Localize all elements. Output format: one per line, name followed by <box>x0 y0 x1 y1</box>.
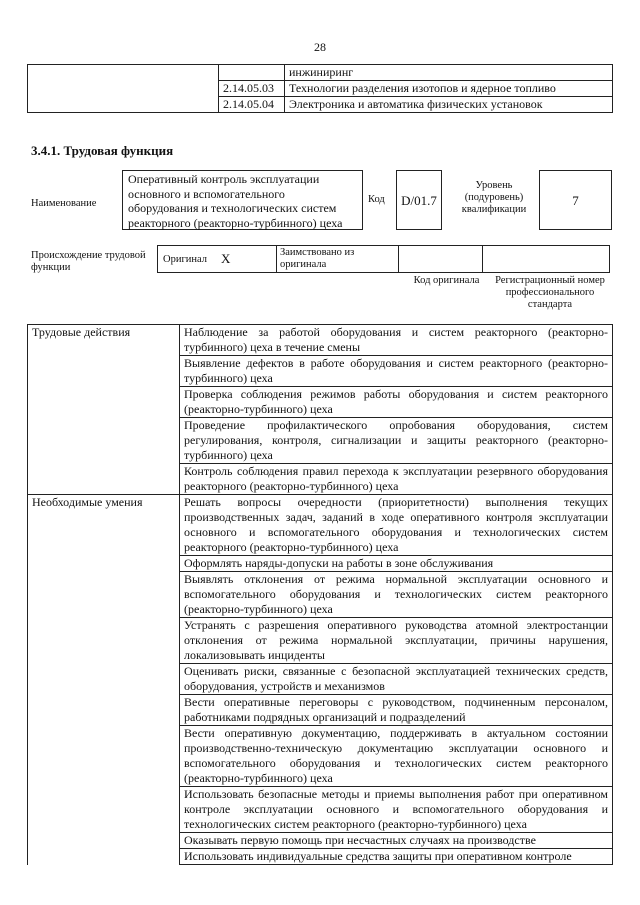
original-code-cell <box>398 245 483 273</box>
code-cell <box>219 65 285 81</box>
list-item: Вести оперативные переговоры с руководством, подчиненным персоналом, работниками подрядных организаций и подразделений <box>180 695 613 726</box>
list-item: Использовать индивидуальные средства защиты при оперативном контроле <box>180 849 613 865</box>
name-cell: Технологии разделения изотопов и ядерное топливо <box>285 81 613 97</box>
code-label: Код <box>368 194 385 205</box>
list-item: Вести оперативную документацию, поддерживать в актуальном состоянии производственно-техническую документацию эксплуатации основного и вспомогательного оборудования и технологических систем реакторного (реакторно-турбинного) цеха <box>180 726 613 787</box>
origin-row <box>158 245 612 273</box>
continuation-table <box>27 64 613 113</box>
function-details-table <box>27 324 613 865</box>
table-row <box>28 356 613 387</box>
list-item: Решать вопросы очередности (приоритетности) выполнения текущих производственных задач, заданий в ходе оперативного контроля эксплуатации основного и вспомогательного оборудования и технологических систем реакторного (реакторно-турбинного) цеха <box>180 495 613 556</box>
function-code: D/01.7 <box>396 170 442 230</box>
original-cell <box>157 245 277 273</box>
name-cell: Электроника и автоматика физических установок <box>285 97 613 113</box>
table-row <box>28 325 613 356</box>
table-row <box>28 464 613 495</box>
table-row <box>28 726 613 787</box>
table-row <box>28 695 613 726</box>
table-row <box>28 572 613 618</box>
list-item: Выявление дефектов в работе оборудования и систем реакторного (реакторно-турбинного) цеха <box>180 356 613 387</box>
table-row <box>28 618 613 664</box>
code-cell: 2.14.05.04 <box>219 97 285 113</box>
table-row <box>28 97 613 113</box>
name-cell: инжиниринг <box>285 65 613 81</box>
list-item: Оказывать первую помощь при несчастных случаях на производстве <box>180 833 613 849</box>
list-item: Оформлять наряды-допуски на работы в зоне обслуживания <box>180 556 613 572</box>
table-row <box>28 387 613 418</box>
table-row <box>28 833 613 849</box>
table-row <box>28 849 613 865</box>
function-name: Оперативный контроль эксплуатации основного и вспомогательного оборудования и технологических систем реакторного (реакторно-турбинного) цеха <box>122 170 363 230</box>
skills-label: Необходимые умения <box>28 495 180 556</box>
page-number: 28 <box>314 40 326 54</box>
table-row <box>28 787 613 833</box>
table-row <box>28 495 613 556</box>
origin-label: Происхождение трудовой функции <box>31 250 146 273</box>
original-code-label: Код оригинала <box>413 275 480 286</box>
list-item: Оценивать риски, связанные с безопасной эксплуатацией технических средств, оборудования, устройств и механизмов <box>180 664 613 695</box>
qualification-level: 7 <box>539 170 612 230</box>
level-label: Уровень (подуровень) квалификации <box>461 180 527 215</box>
reg-number-cell <box>482 245 610 273</box>
list-item: Проведение профилактического опробования оборудования, систем регулирования, контроля, сигнализации и защиты реакторного (реакторно-турбинного) цеха <box>180 418 613 464</box>
table-row <box>28 65 613 81</box>
original-label: Оригинал <box>163 253 207 265</box>
list-item: Проверка соблюдения режимов работы оборудования и систем реакторного (реакторно-турбинного) цеха <box>180 387 613 418</box>
list-item: Устранять с разрешения оперативного руководства атомной электростанции отклонения от режима нормальной эксплуатации, причины нарушения, локализовывать инциденты <box>180 618 613 664</box>
code-cell: 2.14.05.03 <box>219 81 285 97</box>
list-item: Выявлять отклонения от режима нормальной эксплуатации основного и вспомогательного оборудования и технологических систем реакторного (реакторно-турбинного) цеха <box>180 572 613 618</box>
original-mark: X <box>221 251 231 266</box>
reg-number-label: Регистрационный номер профессионального стандарта <box>495 275 605 310</box>
list-item: Наблюдение за работой оборудования и систем реакторного (реакторно-турбинного) цеха в течение смены <box>180 325 613 356</box>
section-title: 3.4.1. Трудовая функция <box>31 143 174 158</box>
borrowed-label: Заимствовано из оригинала <box>276 245 399 273</box>
list-item: Использовать безопасные методы и приемы выполнения работ при оперативном контроле эксплуатации основного и вспомогательного оборудования и технологических систем реакторного (реакторно-турбинного) цеха <box>180 787 613 833</box>
table-row <box>28 664 613 695</box>
table-row <box>28 556 613 572</box>
list-item: Контроль соблюдения правил перехода к эксплуатации резервного оборудования реакторного (реакторно-турбинного) цеха <box>180 464 613 495</box>
table-row <box>28 81 613 97</box>
table-row <box>28 418 613 464</box>
labor-actions-label: Трудовые действия <box>28 325 180 356</box>
name-label: Наименование <box>31 198 97 209</box>
